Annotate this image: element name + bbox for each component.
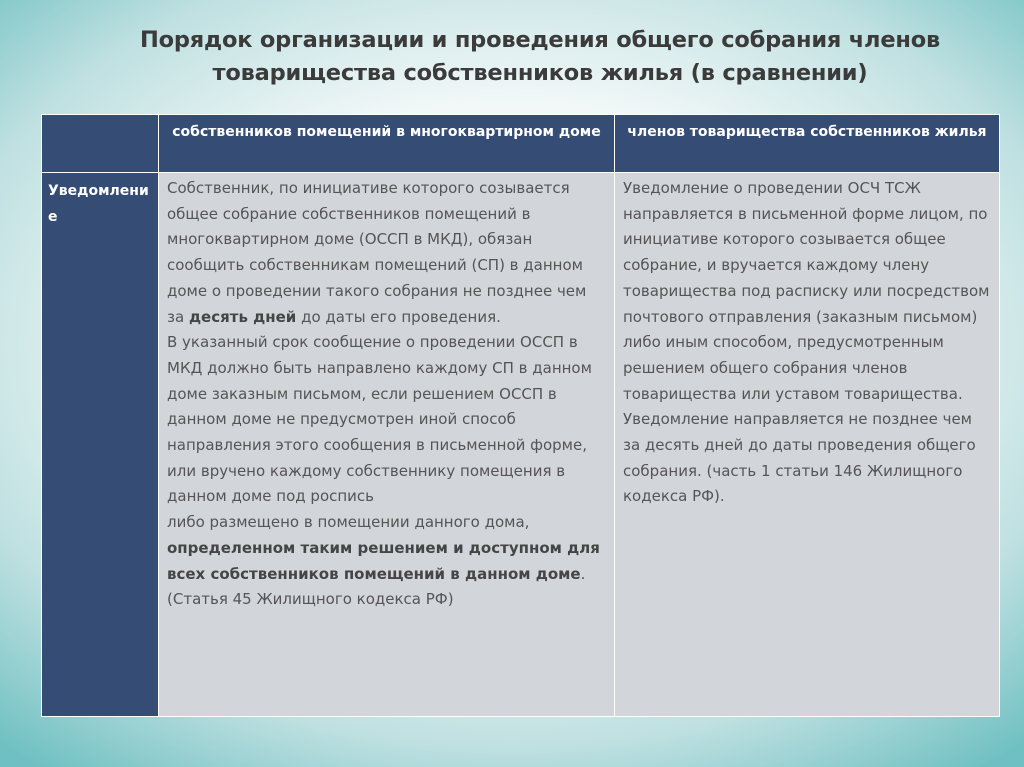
text-run: до даты его проведения. (296, 307, 501, 326)
title-line-1: Порядок организации и проведения общего собрания членов (139, 27, 941, 53)
row-header-notification: Уведомление (42, 173, 159, 717)
emphasis-location: определенном таким решением и доступном для всех собственников помещений в данном доме (167, 538, 600, 583)
cell-paragraph: или вручено каждому собственнику помещения в данном доме под роспись (167, 461, 566, 506)
column-header-hoa-members: членов товарищества собственников жилья (615, 115, 1000, 173)
cell-paragraph (167, 176, 608, 330)
cell-paragraph: В указанный срок сообщение о проведении ОССП в МКД должно быть направлено каждому СП в данном доме заказным письмом, если решением ОССП в данном доме не предусмотрен иной способ направления этого сообщения в письменной форме, (167, 333, 592, 455)
cell-owners-notification (159, 173, 615, 717)
table-row (42, 173, 1000, 717)
cell-paragraph (167, 536, 608, 587)
cell-paragraph: либо размещено в помещении данного дома, (167, 513, 530, 532)
cell-hoa-notification (615, 173, 1000, 717)
page-title (120, 24, 960, 90)
table-corner-cell (42, 115, 159, 173)
column-header-owners: собственников помещений в многоквартирном доме (159, 115, 615, 173)
comparison-table (41, 114, 1000, 717)
cell-paragraph: Уведомление о проведении ОСЧ ТСЖ направляется в письменной форме лицом, по инициативе которого созывается общее собрание, и вручается каждому члену товарищества под расписку или посредством почтового отправления (заказным письмом) либо иным способом, предусмотренным решением общего собрания членов товарищества или уставом товарищества. Уведомление направляется не позднее чем за десять дней до даты проведения общего собрания. (часть 1 статьи 146 Жилищного кодекса РФ). (623, 179, 990, 506)
text-run: Собственник, по инициативе которого созывается общее собрание собственников помещений в многоквартирном доме (ОССП в МКД), обязан сообщить собственникам помещений (СП) в данном доме о проведении такого собрания не позднее чем за (167, 179, 587, 326)
emphasis-ten-days: десять дней (188, 307, 297, 326)
title-line-2: товарищества собственников жилья (в сравнении) (212, 60, 868, 86)
text-run: . (580, 564, 586, 583)
cell-paragraph: (Статья 45 Жилищного кодекса РФ) (167, 590, 454, 609)
table-header-row (42, 115, 1000, 173)
